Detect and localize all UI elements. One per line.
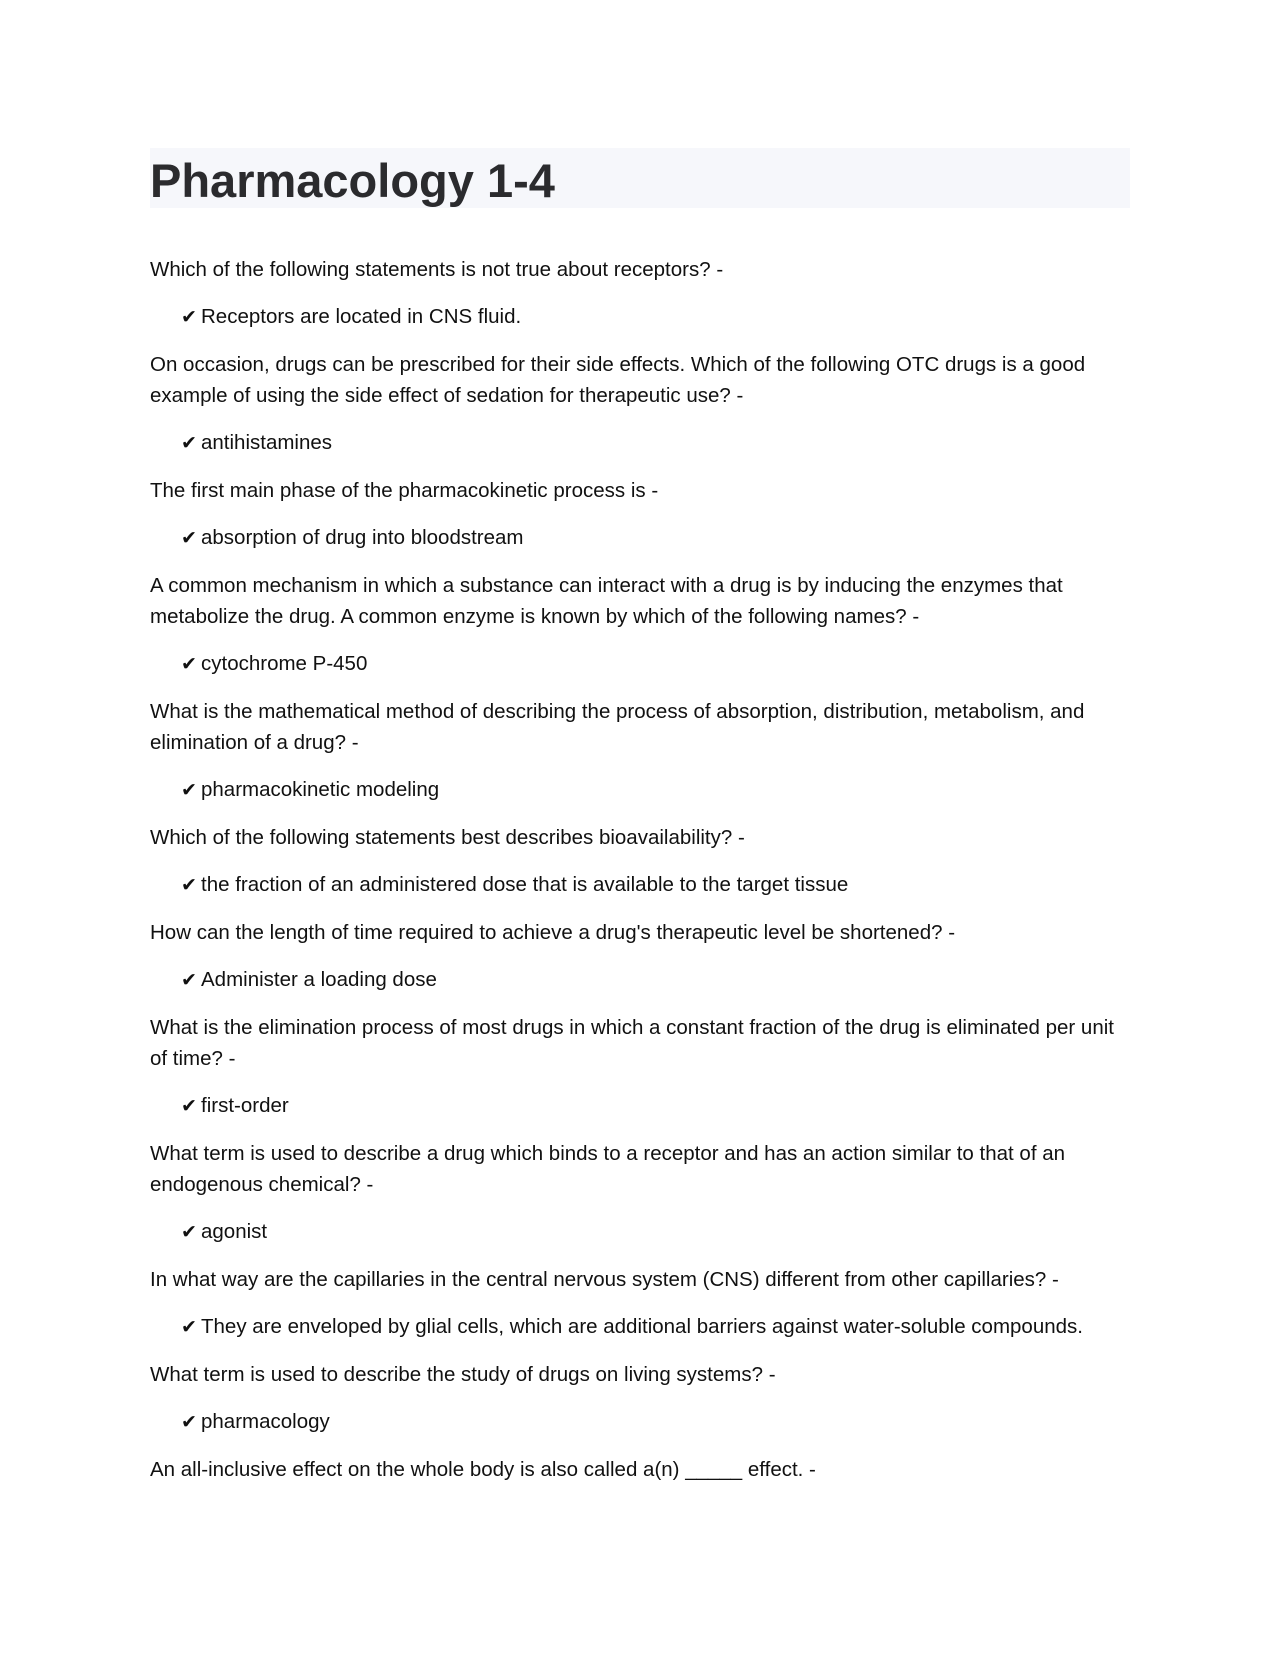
- qa-item: [150, 475, 1130, 554]
- answer-text: Administer a loading dose: [201, 968, 437, 991]
- answer-row: [181, 1311, 1130, 1343]
- answer-text: absorption of drug into bloodstream: [201, 526, 524, 549]
- question-text: What term is used to describe a drug which binds to a receptor and has an action similar to that of an endogenous chemical? -: [150, 1142, 1066, 1196]
- question-text: A common mechanism in which a substance can interact with a drug is by inducing the enzymes that metabolize the drug. A common enzyme is known by which of the following names? -: [150, 574, 1063, 628]
- checkmark-icon: ✔: [181, 969, 197, 991]
- qa-item: [150, 822, 1130, 901]
- qa-item: [150, 1138, 1130, 1248]
- answer-text: cytochrome P-450: [201, 652, 368, 675]
- document-title: Pharmacology 1-4: [150, 153, 555, 207]
- question-text: What is the mathematical method of describing the process of absorption, distribution, metabolism, and elimination of a drug? -: [150, 700, 1085, 754]
- qa-item: [150, 917, 1130, 996]
- checkmark-icon: ✔: [181, 653, 197, 675]
- answer-row: [181, 964, 1130, 996]
- checkmark-icon: ✔: [181, 1221, 197, 1243]
- qa-item: [150, 349, 1130, 459]
- answer-row: [181, 1090, 1130, 1122]
- answer-row: [181, 1216, 1130, 1248]
- question-text: Which of the following statements best describes bioavailability? -: [150, 826, 745, 849]
- answer-text: the fraction of an administered dose that is available to the target tissue: [201, 873, 849, 896]
- question-text: An all-inclusive effect on the whole body is also called a(n) _____ effect. -: [150, 1458, 816, 1481]
- checkmark-icon: ✔: [181, 527, 197, 549]
- question-text: In what way are the capillaries in the central nervous system (CNS) different from other capillaries? -: [150, 1268, 1059, 1291]
- qa-item: [150, 570, 1130, 680]
- document-page: [150, 148, 1130, 1501]
- qa-item: [150, 254, 1130, 333]
- qa-item: [150, 1012, 1130, 1122]
- checkmark-icon: ✔: [181, 432, 197, 454]
- answer-text: Receptors are located in CNS fluid.: [201, 305, 522, 328]
- answer-text: They are enveloped by glial cells, which are additional barriers against water-soluble compounds.: [201, 1315, 1083, 1338]
- qa-item: [150, 1359, 1130, 1438]
- checkmark-icon: ✔: [181, 874, 197, 896]
- answer-row: [181, 427, 1130, 459]
- answer-row: [181, 869, 1130, 901]
- answer-row: [181, 648, 1130, 680]
- question-text: What is the elimination process of most drugs in which a constant fraction of the drug is eliminated per unit of time? -: [150, 1016, 1114, 1070]
- qa-item: [150, 1264, 1130, 1343]
- checkmark-icon: ✔: [181, 1095, 197, 1117]
- question-text: What term is used to describe the study of drugs on living systems? -: [150, 1363, 776, 1386]
- answer-row: [181, 1406, 1130, 1438]
- title-bar: [150, 148, 1130, 208]
- answer-text: pharmacology: [201, 1410, 330, 1433]
- answer-row: [181, 774, 1130, 806]
- question-text: Which of the following statements is not true about receptors? -: [150, 258, 724, 281]
- answer-text: agonist: [201, 1220, 268, 1243]
- answer-text: pharmacokinetic modeling: [201, 778, 440, 801]
- answer-text: antihistamines: [201, 431, 333, 454]
- qa-list: [150, 254, 1130, 1485]
- answer-text: first-order: [201, 1094, 289, 1117]
- checkmark-icon: ✔: [181, 1316, 197, 1338]
- qa-item: [150, 1454, 1130, 1485]
- answer-row: [181, 522, 1130, 554]
- question-text: On occasion, drugs can be prescribed for their side effects. Which of the following OTC drugs is a good example of using the side effect of sedation for therapeutic use? -: [150, 353, 1086, 407]
- answer-row: [181, 301, 1130, 333]
- qa-item: [150, 696, 1130, 806]
- checkmark-icon: ✔: [181, 1411, 197, 1433]
- question-text: How can the length of time required to achieve a drug's therapeutic level be shortened? -: [150, 921, 956, 944]
- checkmark-icon: ✔: [181, 779, 197, 801]
- question-text: The first main phase of the pharmacokinetic process is -: [150, 479, 659, 502]
- checkmark-icon: ✔: [181, 306, 197, 328]
